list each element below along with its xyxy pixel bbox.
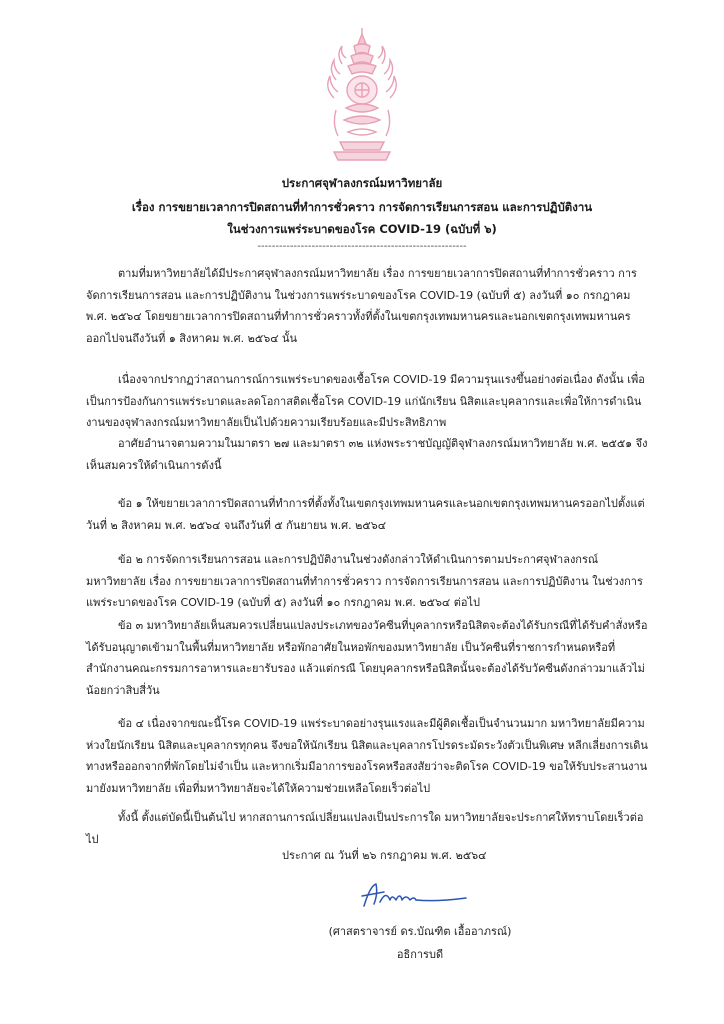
paragraph-text: ข้อ ๑ ให้ขยายเวลาการปิดสถานที่ทำการที่ตั้งทั้งในเขตกรุงเทพมหานครและนอกเขตกรุงเทพมหานครออกไปตั้งแต่วันที่ ๒ สิงหาคม พ.ศ. ๒๕๖๔ จนถึงวันที่ ๕ กันยายน พ.ศ. ๒๕๖๔ — [86, 497, 645, 532]
paragraph-text: ทั้งนี้ ตั้งแต่บัดนี้เป็นต้นไป หากสถานการณ์เปลี่ยนแปลงเป็นประการใด มหาวิทยาลัยจะประกาศให้ทราบโดยเร็วต่อไป — [86, 811, 644, 846]
clause-1 — [86, 493, 648, 536]
header-divider: ---------------------------------------------------------- — [257, 241, 467, 252]
clause-3 — [86, 615, 648, 701]
paragraph-text: ข้อ ๔ เนื่องจากขณะนี้โรค COVID-19 แพร่ระบาดอย่างรุนแรงและมีผู้ติดเชื้อเป็นจำนวนมาก มหาวิทยาลัยมีความห่วงใยนักเรียน นิสิตและบุคลากรทุกคน จึงขอให้นักเรียน นิสิตและบุคลากรโปรดระมัดระวังตัวเป็นพิเศษ หลีกเลี่ยงการเดินทางหรือออกจากที่พักโดยไม่จำเป็น และหากเริ่มมีอาการของโรคหรือสงสัยว่าจะติดโรค COVID-19 ขอให้รับประสานงานมายังมหาวิทยาลัย เพื่อที่มหาวิทยาลัยจะได้ให้ความช่วยเหลือโดยเร็วต่อไป — [86, 717, 648, 795]
paragraph-reason — [86, 369, 648, 434]
signer-name: (ศาสตราจารย์ ดร.บัณฑิต เอื้ออาภรณ์) — [328, 925, 512, 938]
paragraph-text: เนื่องจากปรากฏว่าสถานการณ์การแพร่ระบาดของเชื้อโรค COVID-19 มีความรุนแรงขึ้นอย่างต่อเนื่อง ดังนั้น เพื่อเป็นการป้องกันการแพร่ระบาดและลดโอกาสติดเชื้อโรค COVID-19 แก่นักเรียน นิสิตและบุคลากรและเพื่อให้การดำเนินงานของจุฬาลงกรณ์มหาวิทยาลัยเป็นไปด้วยความเรียบร้อยและมีประสิทธิภาพ — [86, 373, 645, 429]
paragraph-text: ข้อ ๓ มหาวิทยาลัยเห็นสมควรเปลี่ยนแปลงประเภทของวัคซีนที่บุคลากรหรือนิสิตจะต้องได้รับกรณีที่ได้รับคำสั่งหรือได้รับอนุญาตเข้ามาในพื้นที่มหาวิทยาลัย หรือพักอาศัยในหอพักของมหาวิทยาลัย เป็นวัคซีนที่ราชการกำหนดหรือที่สำนักงานคณะกรรมการอาหารและยารับรอง แล้วแต่กรณี โดยบุคลากรหรือนิสิตนั้นจะต้องได้รับวัคซีนดังกล่าวมาแล้วไม่น้อยกว่าสิบสี่วัน — [86, 619, 648, 697]
paragraph-text: ข้อ ๒ การจัดการเรียนการสอน และการปฏิบัติงานในช่วงดังกล่าวให้ดำเนินการตามประกาศจุฬาลงกรณ์มหาวิทยาลัย เรื่อง การขยายเวลาการปิดสถานที่ทำการชั่วคราว การจัดการเรียนการสอน และการปฏิบัติงาน ในช่วงการแพร่ระบาดของโรค COVID-19 (ฉบับที่ ๕) ลงวันที่ ๑๐ กรกฎาคม พ.ศ. ๒๕๖๔ ต่อไป — [86, 553, 643, 609]
announcement-date: ประกาศ ณ วันที่ ๒๖ กรกฎาคม พ.ศ. ๒๕๖๔ — [282, 849, 487, 862]
university-crest-icon — [322, 24, 402, 164]
paragraph-background — [86, 263, 648, 349]
paragraph-text: ตามที่มหาวิทยาลัยได้มีประกาศจุฬาลงกรณ์มหาวิทยาลัย เรื่อง การขยายเวลาการปิดสถานที่ทำการชั่วคราว การจัดการเรียนการสอน และการปฏิบัติงาน ในช่วงการแพร่ระบาดของโรค COVID-19 (ฉบับที่ ๕) ลงวันที่ ๑๐ กรกฎาคม พ.ศ. ๒๕๖๔ โดยขยายเวลาการปิดสถานที่ทำการชั่วคราวทั้งที่ตั้งในเขตกรุงเทพมหานครและนอกเขตกรุงเทพมหานครออกไปจนถึงวันที่ ๑ สิงหาคม พ.ศ. ๒๕๖๔ นั้น — [86, 267, 637, 345]
clause-4 — [86, 713, 648, 799]
paragraph-closing — [86, 807, 648, 850]
announcement-subject: เรื่อง การขยายเวลาการปิดสถานที่ทำการชั่วคราว การจัดการเรียนการสอน และการปฏิบัติงาน — [131, 200, 593, 214]
announcement-subject-line2: ในช่วงการแพร่ระบาดของโรค COVID-19 (ฉบับที่ ๖) — [227, 222, 497, 236]
signer-position: อธิการบดี — [396, 948, 444, 961]
handwritten-signature — [356, 880, 476, 912]
clause-2 — [86, 549, 648, 614]
paragraph-text: อาศัยอำนาจตามความในมาตรา ๒๗ และมาตรา ๓๒ แห่งพระราชบัญญัติจุฬาลงกรณ์มหาวิทยาลัย พ.ศ. ๒๕๕๑ จึงเห็นสมควรให้ดำเนินการดังนี้ — [86, 437, 648, 472]
paragraph-authority — [86, 433, 648, 476]
announcement-title: ประกาศจุฬาลงกรณ์มหาวิทยาลัย — [281, 176, 443, 190]
